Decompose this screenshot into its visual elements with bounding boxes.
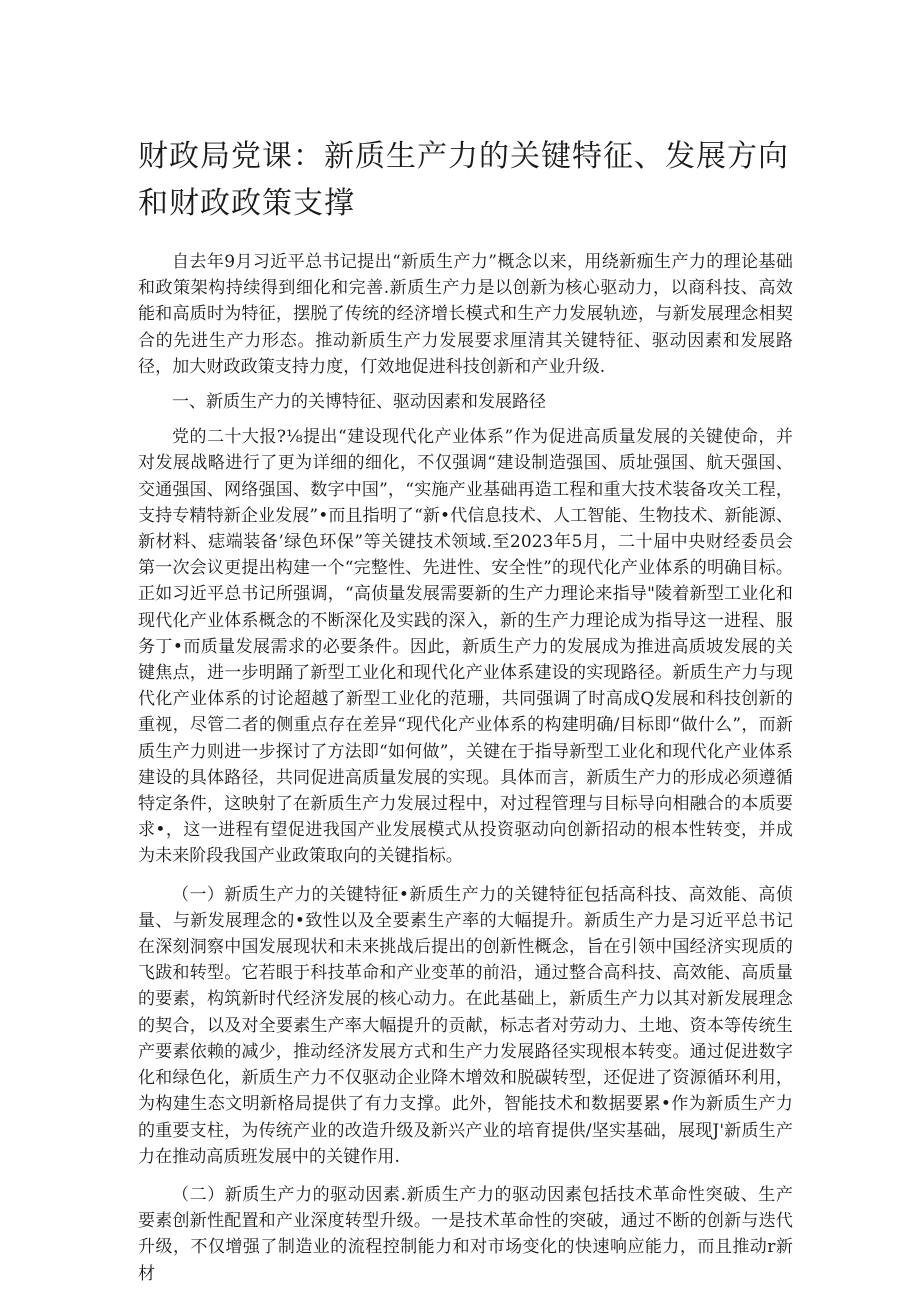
document-title: 财政局党课：新质生产力的关键特征、发展方向和财政政策支撑: [138, 139, 789, 221]
subsection-key-features: （一）新质生产力的关键特征•新质生产力的关键特征包括高科技、高效能、高侦量、与新发展理念的•致性以及全要素生产率的大幅提升。新质生产力是习近平总书记在深刻洞察中国发展现状和未来挑战后提出的创新性概念，旨在引领中国经济实现质的飞跋和转型。它若眼于科技革命和产业变革的前沿，通过整合高科技、高效能、高质量的要素，构筑新时代经济发展的核心动力。在此基础上，新质生产力以其对新发展理念的契合，以及对全要素生产率大幅提升的贡献，标志者对劳动力、土地、资本等传统生产要素依赖的减少，推动经济发展方式和生产力发展路径实现根本转变。通过促进数字化和绿色化，新质生产力不仅驱动企业降木增效和脱碳转型，还促进了资源循环利用，为构建生态文明新格局提供了有力支撑。此外，智能技术和数据要累•作为新质生产力的重要支柱，为传统产业的改造升级及新兴产业的培育提供/坚实基础，展现J'新质生产力在推动高质班发展中的关键作用.: [138, 884, 793, 1167]
intro-paragraph: 自去年9月习近平总书记提出“新质生产力”概念以来，用绕新痂生产力的理论基础和政策架构持续得到细化和完善.新质生产力是以创新为核心驱动力，以商科技、高效能和高质时为特征，摆脱了传统的经济增长模式和生产力发展轨迹，与新发展理念相契合的先进生产力形态。推动新质生产力发展要求厘清其关键特征、驱动因素和发展路径，加大财政政策支持力度，仃效地促进科技创新和产业升级.: [138, 252, 793, 377]
section-body-paragraph: 党的二十大报?⅛提出“建设现代化产业体系”作为促进高质量发展的关键使命，并对发展战略进行了更为详细的细化，不仅强调“建设制造强国、质址强国、航天强国、交通强国、网络强国、数字中国”，“实施产业基础再造工程和重大技术装备攻关工程，支持专精特新企业发展”•而且指明了“新•代信息技术、人工智能、生物技术、新能源、新材料、痣端装备’绿色环保”等关键技术领域.至2023年5月，二十届中央财经委员会第一次会议更提出构建一个“完整性、先进性、安全性”的现代化产业体系的明确目标。正如习近平总书记所强调，“高侦量发展需要新的生产力理论来指导"陵着新型工业化和现代化产业体系概念的不断深化及实践的深入，新的生产力理论成为指导这一进程、服务丁•而质量发展需求的必要条件。因此，新质生产力的发展成为推进高质坡发展的关键焦点，进一步明踊了新型工业化和现代化产业体系建设的实现路径。新质生产力与现代化产业体系的讨论超越了新型工业化的范珊，共同强调了时高成Q发展和科技创新的重视，尽管二者的侧重点存在差异“现代化产业体系的构建明确/目标即“做什么”，而新质生产力则进一步探讨了方法即“如何做”，关键在于指导新型工业化和现代化产业体系建设的具体路径，共同促进高质量发展的实现。具体而言，新质生产力的形成必须遵循特定条件，这映射了在新质生产力发展过程中，对过程管理与目标导向相融合的本质要求•，这一进程有望促进我国产业发展模式从投资驱动向创新招动的根本性转变，并成为未来阶段我国产业政策取向的关键指标。: [138, 427, 793, 867]
section-heading: 一、新质生产力的关博特征、驱动因素和发展路径: [172, 392, 546, 413]
document-page: [138, 133, 793, 1287]
subsection-driving-factors: （二）新质生产力的驱动因素.新质生产力的驱动因素包括技术革命性突破、生产要素创新性配置和产业深度转型升级。一是技术革命性的突破，通过不断的创新与迭代升级，不仅增强了制造业的流程控制能力和对市场变化的快速响应能力，而且推动r新材: [138, 1184, 793, 1284]
